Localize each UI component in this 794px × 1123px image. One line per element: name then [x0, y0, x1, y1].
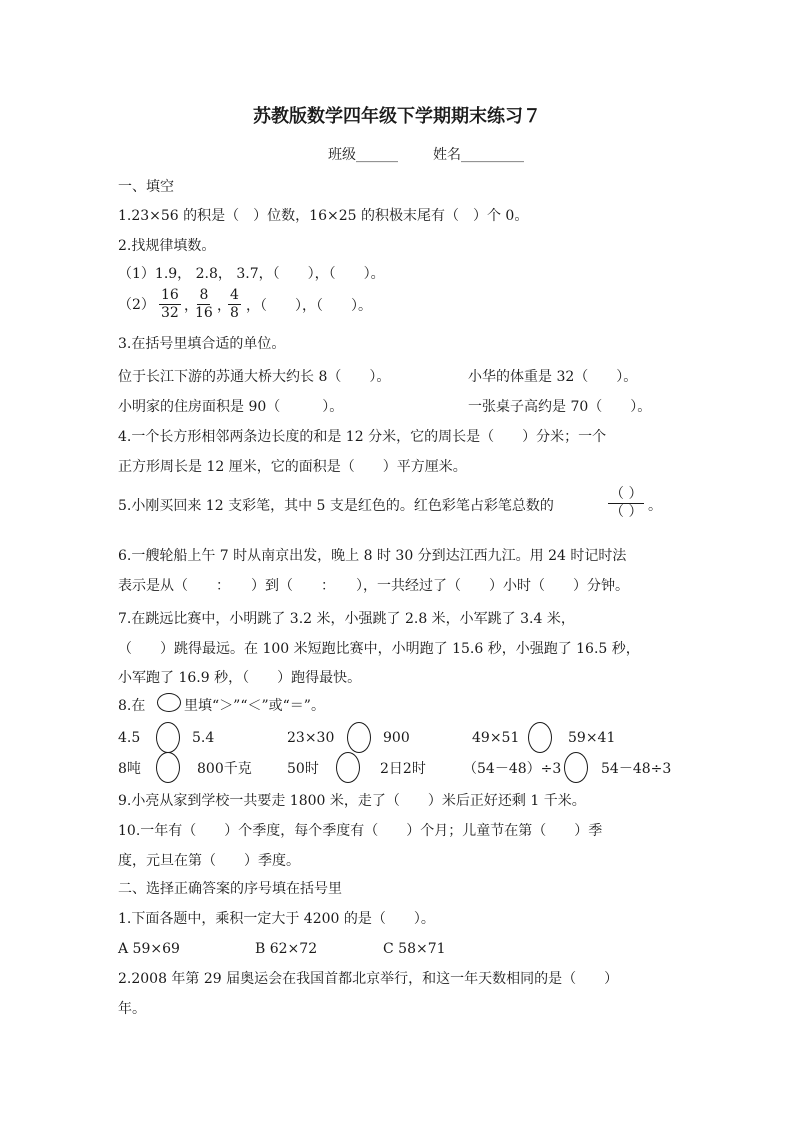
question-9: 9.小亮从家到学校一共要走 1800 米，走了（ ）米后正好还剩 1 千米。	[118, 793, 586, 809]
name-field-label: 姓名_________	[433, 147, 524, 163]
question-7-line-2: （ ）跳得最远。在 100 米短跑比赛中，小明跑了 15.6 秒，小强跑了 16.5 秒，	[118, 641, 640, 657]
choice-question-2-line-2: 年。	[118, 1001, 146, 1017]
question-7-line-3: 小军跑了 16.9 秒，（ ）跑得最快。	[118, 670, 362, 686]
fraction-numerator: 8	[199, 287, 209, 303]
q8-row-2-item: 8吨	[118, 761, 141, 777]
comma: ，	[217, 298, 231, 314]
question-10-line-2: 度，元旦在第（ ）季度。	[118, 853, 300, 869]
choice-question-2-line-1: 2.2008 年第 29 届奥运会在我国首都北京举行，和这一年天数相同的是（ ）	[118, 971, 619, 987]
q8-row-2-item: 50时	[287, 761, 319, 777]
q8-row-1-item: 4.5	[118, 730, 141, 746]
fraction-16-32	[159, 287, 181, 322]
question-10-line-1: 10.一年有（ ）个季度，每个季度有（ ）个月；儿童节在第（ ）季	[118, 823, 603, 839]
fraction-8-16	[193, 287, 215, 322]
q8-row-2-item: 800千克	[197, 761, 252, 777]
fraction-4-8	[228, 287, 241, 322]
question-3-a: 位于长江下游的苏通大桥大约长 8（ ）。	[118, 369, 391, 385]
q8-row-1-item: 49×51	[472, 730, 520, 746]
fraction-denominator: （ ）	[610, 504, 643, 520]
comma: ，	[184, 298, 198, 314]
question-5-end: 。	[648, 498, 662, 514]
question-8-start: 8.在	[118, 698, 146, 714]
question-8-instruction: 里填“＞”“＜”或“＝”。	[184, 698, 325, 714]
question-7-line-1: 7.在跳远比赛中，小明跳了 3.2 米，小强跳了 2.8 米，小军跳了 3.4 米，	[118, 611, 575, 627]
comparison-oval-icon	[564, 752, 588, 783]
fraction-denominator: 16	[195, 305, 213, 321]
section-2-heading: 二、选择正确答案的序号填在括号里	[118, 881, 342, 897]
choice-option-b: B 62×72	[255, 941, 318, 957]
question-3-c: 小明家的住房面积是 90（ ）。	[118, 399, 344, 415]
comparison-oval-icon	[157, 693, 181, 712]
q8-row-2-item: 2日2时	[380, 761, 426, 777]
q8-row-1-item: 5.4	[192, 730, 215, 746]
question-2: 2.找规律填数。	[118, 238, 216, 254]
page-title: 苏教版数学四年级下学期期末练习７	[253, 106, 541, 127]
q8-row-1-item: 59×41	[568, 730, 616, 746]
q8-row-1-item: 900	[383, 730, 410, 746]
question-3-d: 一张桌子高约是 70（ ）。	[468, 399, 652, 415]
choice-option-a: A 59×69	[118, 941, 180, 957]
comparison-oval-icon	[528, 722, 552, 753]
choice-question-1: 1.下面各题中，乘积一定大于 4200 的是（ ）。	[118, 911, 435, 927]
question-2-part-1: （1）1.9， 2.8， 3.7，（ ），（ ）。	[118, 266, 385, 282]
fraction-numerator: 4	[230, 287, 239, 303]
question-2-part-2-prefix: （2）	[118, 297, 155, 313]
question-3-b: 小华的体重是 32（ ）。	[468, 369, 638, 385]
question-6-line-1: 6.一艘轮船上午 7 时从南京出发，晚上 8 时 30 分到达江西九江。用 24 时记时法	[118, 548, 627, 564]
fraction-numerator: （ ）	[610, 486, 643, 502]
q8-row-1-item: 23×30	[287, 730, 335, 746]
question-5: 5.小刚买回来 12 支彩笔，其中 5 支是红色的。红色彩笔占彩笔总数的	[118, 498, 554, 514]
comparison-oval-icon	[336, 752, 360, 783]
comparison-oval-icon	[156, 722, 180, 753]
q8-row-2-item: （54－48）÷3	[463, 761, 562, 777]
question-6-line-2: 表示是从（ ： ）到（ ： ），一共经过了（ ）小时（ ）分钟。	[118, 578, 629, 594]
class-field-label: 班级______	[328, 147, 398, 163]
question-4-line-2: 正方形周长是 12 厘米，它的面积是（ ）平方厘米。	[118, 459, 467, 475]
question-5-fraction	[608, 486, 644, 521]
question-4-line-1: 4.一个长方形相邻两条边长度的和是 12 分米，它的周长是（ ）分米；一个	[118, 429, 607, 445]
fraction-numerator: 16	[161, 287, 179, 303]
q8-row-2-item: 54－48÷3	[601, 761, 672, 777]
question-1: 1.23×56 的积是（ ）位数，16×25 的积极末尾有（ ）个 0。	[118, 208, 529, 224]
fraction-denominator: 32	[161, 305, 179, 321]
comparison-oval-icon	[347, 722, 371, 753]
question-3: 3.在括号里填合适的单位。	[118, 336, 286, 352]
comparison-oval-icon	[156, 752, 180, 783]
fraction-denominator: 8	[230, 305, 239, 321]
choice-option-c: C 58×71	[383, 941, 446, 957]
section-1-heading: 一、填空	[118, 179, 174, 195]
question-2-part-2-suffix: ，（ ），（ ）。	[246, 298, 372, 314]
